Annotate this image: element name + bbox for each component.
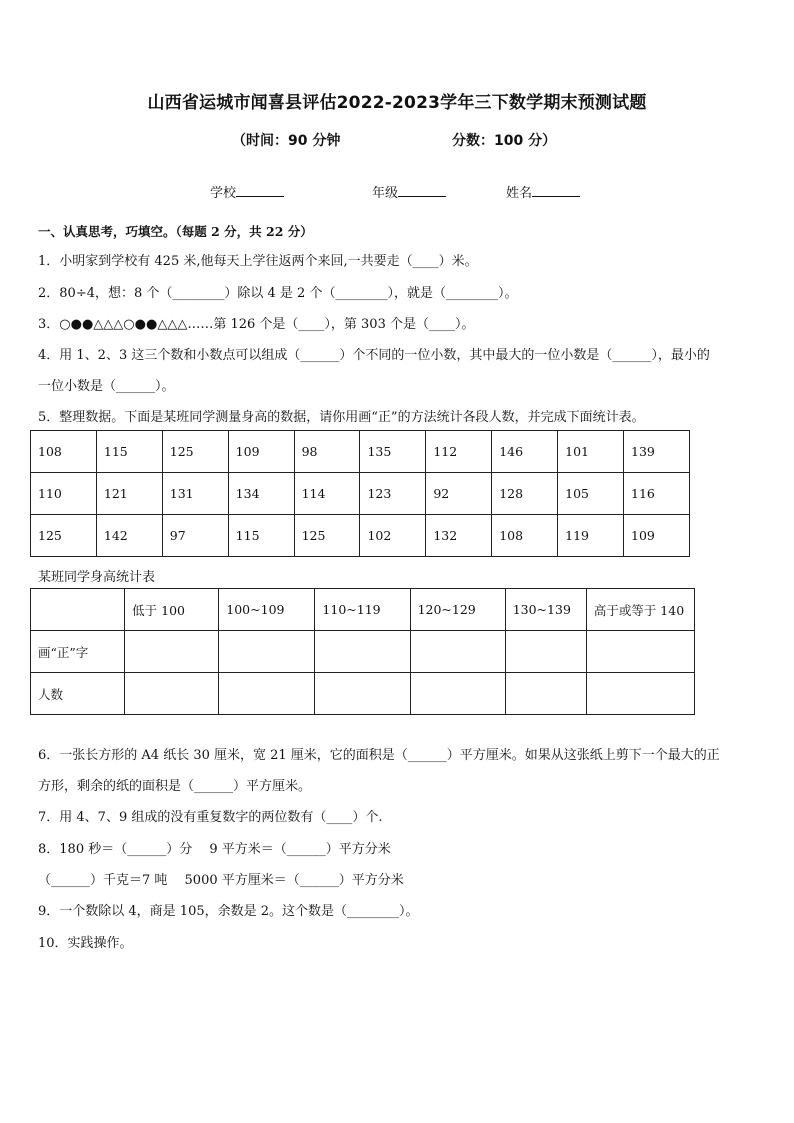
school-blank[interactable] bbox=[236, 184, 284, 197]
table-cell: 112 bbox=[426, 431, 492, 473]
school-label: 学校 bbox=[210, 186, 237, 201]
table-cell: 134 bbox=[228, 473, 294, 515]
name-blank[interactable] bbox=[532, 184, 580, 197]
answer-cell[interactable] bbox=[505, 631, 586, 673]
answer-cell[interactable] bbox=[125, 631, 219, 673]
table-cell: 102 bbox=[360, 515, 426, 557]
table-cell: 116 bbox=[624, 473, 690, 515]
answer-cell[interactable] bbox=[125, 673, 219, 715]
row-label: 画“正”字 bbox=[31, 631, 125, 673]
answer-cell[interactable] bbox=[219, 673, 315, 715]
table-cell: 142 bbox=[96, 515, 162, 557]
question-8-line-1: 8．180 秒＝（______）分 9 平方米＝（______）平方分米 bbox=[38, 842, 391, 857]
question-6-line-2: 方形，剩余的纸的面积是（______）平方厘米。 bbox=[38, 779, 312, 794]
table-cell: 115 bbox=[96, 431, 162, 473]
answer-cell[interactable] bbox=[410, 631, 505, 673]
question-5: 5．整理数据。下面是某班同学测量身高的数据，请你用画“正”的方法统计各段人数，并完成下面统计表。 bbox=[38, 410, 645, 425]
table-row bbox=[31, 631, 695, 673]
answer-cell[interactable] bbox=[315, 631, 410, 673]
table-cell: 108 bbox=[492, 515, 558, 557]
row-label: 人数 bbox=[31, 673, 125, 715]
table-row bbox=[31, 473, 690, 515]
answer-cell[interactable] bbox=[505, 673, 586, 715]
table-cell: 101 bbox=[558, 431, 624, 473]
table-row bbox=[31, 673, 695, 715]
question-10: 10．实践操作。 bbox=[38, 936, 133, 951]
table-header-cell: 120~129 bbox=[410, 589, 505, 631]
question-6-line-1: 6．一张长方形的 A4 纸长 30 厘米，宽 21 厘米，它的面积是（______）平方厘米。如果从这张纸上剪下一个最大的正 bbox=[38, 748, 720, 763]
table-cell: 108 bbox=[31, 431, 97, 473]
grade-field bbox=[372, 182, 446, 201]
question-3: 3．○●●△△△○●●△△△……第 126 个是（____），第 303 个是（____）。 bbox=[38, 317, 475, 332]
name-label: 姓名 bbox=[506, 186, 533, 201]
table-cell: 92 bbox=[426, 473, 492, 515]
answer-cell[interactable] bbox=[410, 673, 505, 715]
table-row bbox=[31, 431, 690, 473]
section-heading: 一、认真思考，巧填空。（每题 2 分，共 22 分） bbox=[38, 224, 313, 239]
table-cell: 115 bbox=[228, 515, 294, 557]
table-cell: 121 bbox=[96, 473, 162, 515]
table-cell: 109 bbox=[228, 431, 294, 473]
table-cell: 131 bbox=[162, 473, 228, 515]
exam-time: （时间：90 分钟 bbox=[232, 133, 341, 149]
question-4-line-1: 4．用 1、2、3 这三个数和小数点可以组成（______）个不同的一位小数，其中最大的一位小数是（______），最小的 bbox=[38, 348, 710, 363]
question-2: 2．80÷4，想：8 个（________）除以 4 是 2 个（________），就是（________）。 bbox=[38, 286, 518, 301]
table-header-cell bbox=[31, 589, 125, 631]
table-cell: 128 bbox=[492, 473, 558, 515]
table-cell: 125 bbox=[31, 515, 97, 557]
table-cell: 98 bbox=[294, 431, 360, 473]
table-cell: 110 bbox=[31, 473, 97, 515]
table-cell: 109 bbox=[624, 515, 690, 557]
table-cell: 123 bbox=[360, 473, 426, 515]
table-header-cell: 100~109 bbox=[219, 589, 315, 631]
question-7: 7．用 4、7、9 组成的没有重复数字的两位数有（____）个. bbox=[38, 810, 383, 825]
table-header-cell: 低于 100 bbox=[125, 589, 219, 631]
table-header-cell: 高于或等于 140 bbox=[586, 589, 694, 631]
table-row bbox=[31, 515, 690, 557]
table-cell: 139 bbox=[624, 431, 690, 473]
grade-label: 年级 bbox=[372, 186, 399, 201]
question-1: 1．小明家到学校有 425 米,他每天上学往返两个来回,一共要走（____）米。 bbox=[38, 254, 478, 269]
question-9: 9．一个数除以 4，商是 105，余数是 2。这个数是（________）。 bbox=[38, 904, 419, 919]
table-header-row bbox=[31, 589, 695, 631]
height-data-table bbox=[30, 430, 690, 557]
answer-cell[interactable] bbox=[219, 631, 315, 673]
table-cell: 119 bbox=[558, 515, 624, 557]
exam-score: 分数：100 分） bbox=[452, 133, 557, 149]
answer-cell[interactable] bbox=[315, 673, 410, 715]
table-cell: 105 bbox=[558, 473, 624, 515]
table-header-cell: 130~139 bbox=[505, 589, 586, 631]
height-stat-table bbox=[30, 588, 695, 715]
table-cell: 97 bbox=[162, 515, 228, 557]
answer-cell[interactable] bbox=[586, 673, 694, 715]
page-title: 山西省运城市闻喜县评估2022-2023学年三下数学期末预测试题 bbox=[147, 93, 647, 113]
table-cell: 146 bbox=[492, 431, 558, 473]
grade-blank[interactable] bbox=[398, 184, 446, 197]
table-cell: 135 bbox=[360, 431, 426, 473]
table-header-cell: 110~119 bbox=[315, 589, 410, 631]
table-cell: 114 bbox=[294, 473, 360, 515]
name-field bbox=[506, 182, 580, 201]
question-8-line-2: （______）千克＝7 吨 5000 平方厘米＝（______）平方分米 bbox=[38, 873, 404, 888]
table-cell: 125 bbox=[162, 431, 228, 473]
table-cell: 132 bbox=[426, 515, 492, 557]
question-4-line-2: 一位小数是（______）。 bbox=[38, 379, 175, 394]
school-field bbox=[210, 182, 284, 201]
answer-cell[interactable] bbox=[586, 631, 694, 673]
stat-table-caption: 某班同学身高统计表 bbox=[38, 570, 156, 585]
table-cell: 125 bbox=[294, 515, 360, 557]
